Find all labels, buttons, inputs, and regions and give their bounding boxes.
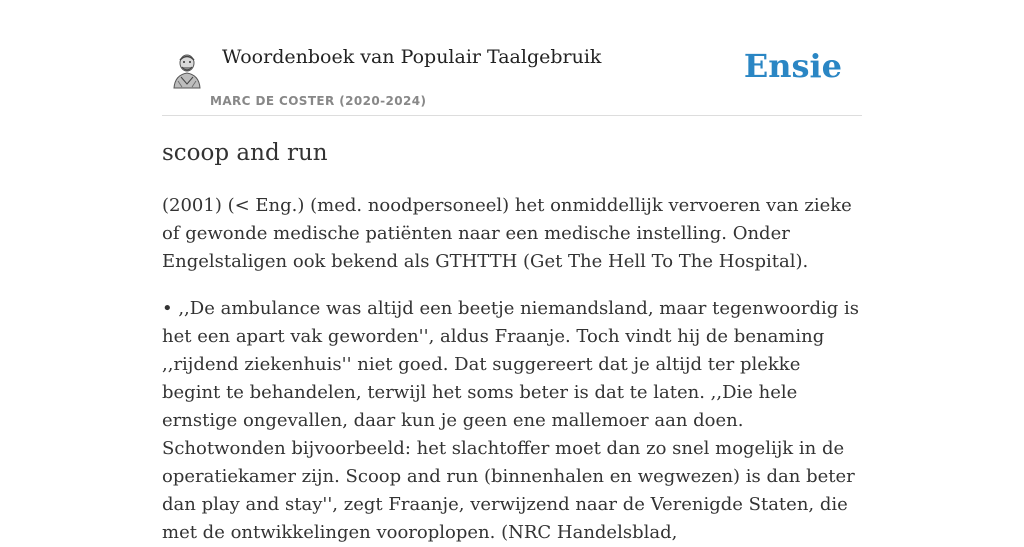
entry-definition: (2001) (< Eng.) (med. noodpersoneel) het onmiddellijk vervoeren van zieke of gewonde medische patiënten naar een medische instelling. Onder Engelstaligen ook bekend als GTHTTH (Get The Hell To The Hospital). bbox=[162, 195, 852, 272]
entry-quote: • ,,De ambulance was altijd een beetje niemandsland, maar tegenwoordig is het een apart vak geworden'', aldus Fraanje. Toch vindt hij de benaming ,,rijdend ziekenhuis'' niet goed. Dat suggereert dat je altijd ter plekke begint te behandelen, terwijl het soms beter is dat te laten. ,,Die hele ernstige ongevallen, daar kun je geen ene mallemoer aan doen. Schotwonden bijvoorbeeld: het slachtoffer moet dan zo snel mogelijk in de operatiekamer zijn. Scoop and run (binnenhalen en wegwezen) is dan beter dan play and stay'', zegt Fraanje, verwijzend naar de Verenigde Staten, die met de ontwikkelingen vooroplopen. (NRC Handelsblad, bbox=[162, 298, 859, 543]
header bbox=[162, 0, 862, 116]
entry-title: scoop and run bbox=[162, 140, 328, 166]
page bbox=[162, 0, 862, 543]
author-name[interactable]: MARC DE COSTER (2020-2024) bbox=[210, 94, 427, 108]
portrait-engraving-icon bbox=[170, 51, 204, 89]
site-title[interactable]: Woordenboek van Populair Taalgebruik bbox=[222, 46, 602, 68]
brand-logo-link[interactable]: Ensie bbox=[743, 47, 842, 85]
